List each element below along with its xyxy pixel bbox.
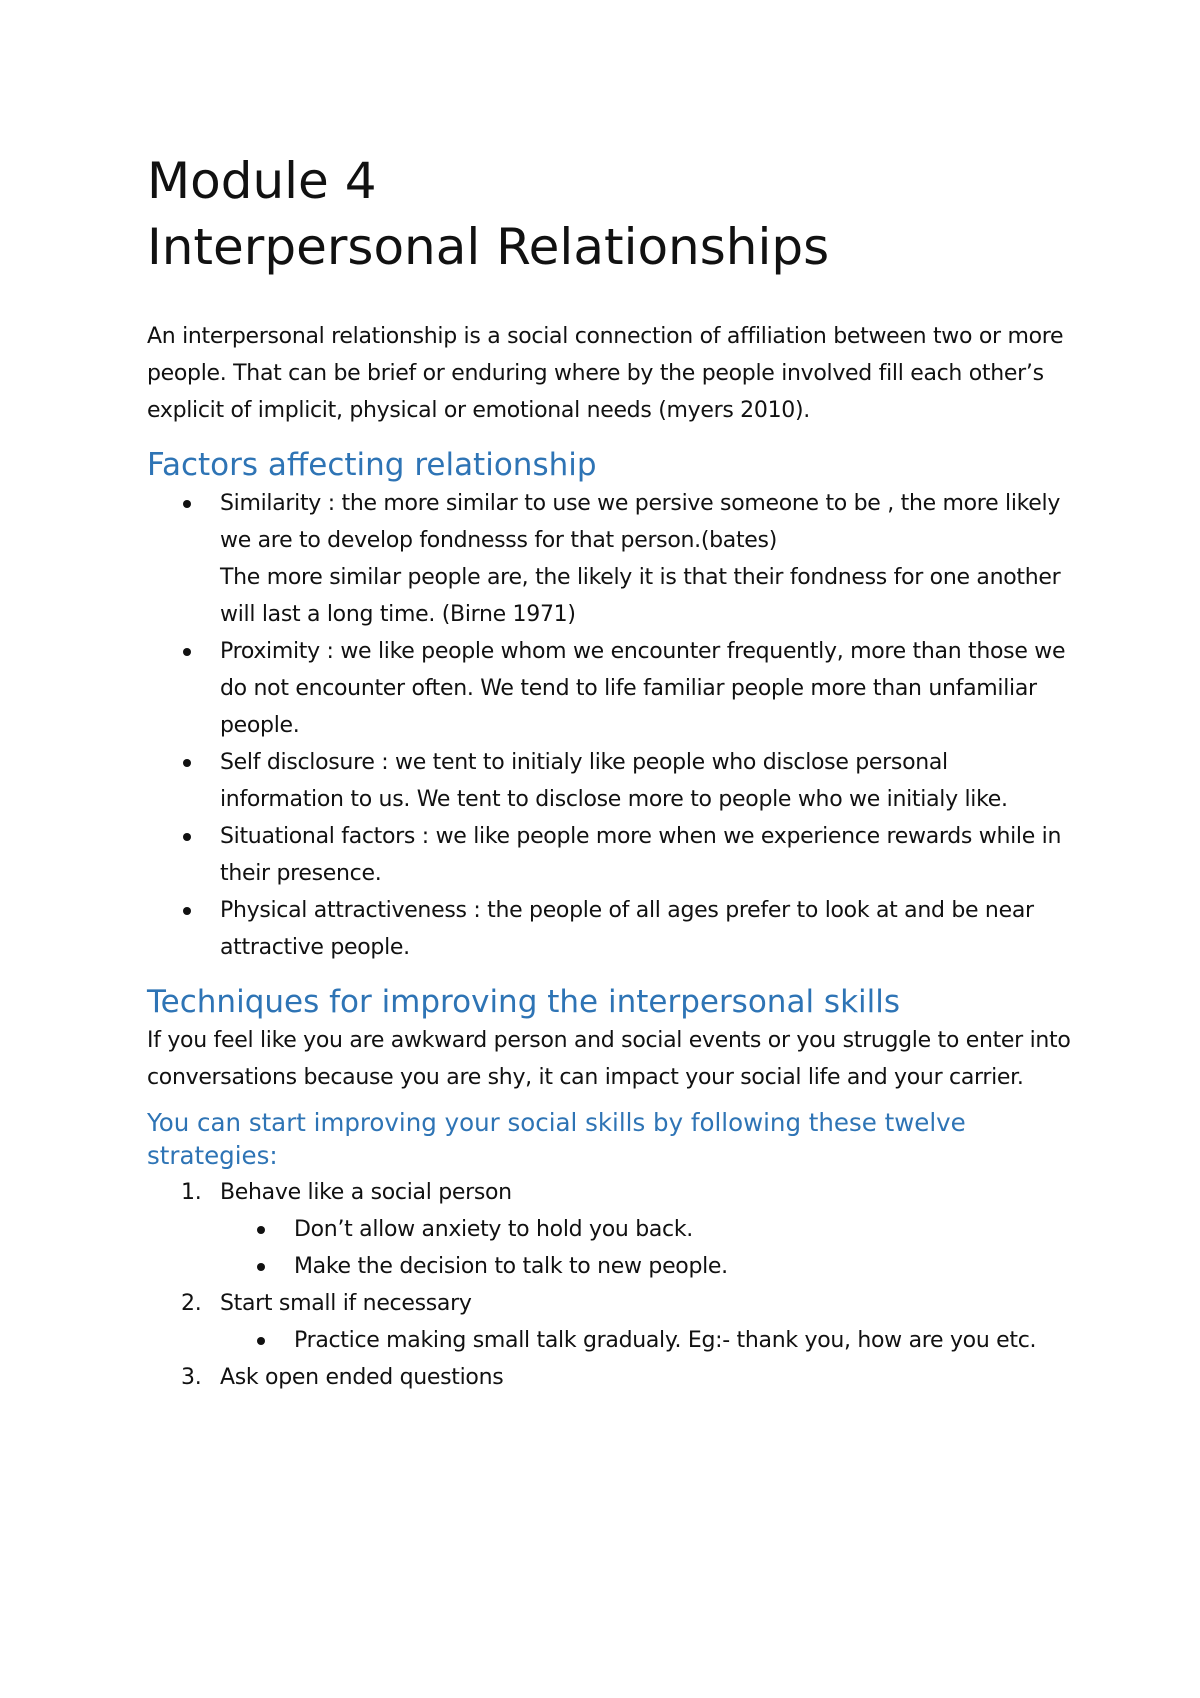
document-content: [147, 148, 1077, 1396]
title-line-module: Module 4: [147, 152, 377, 210]
intro-paragraph: An interpersonal relationship is a social connection of affiliation between two or more people. That can be brief or enduring where by the people involved fill each other’s explicit of implicit, physical or emotional needs (myers 2010).: [147, 324, 1064, 423]
list-item: [147, 1285, 1077, 1359]
sub-item-text: Don’t allow anxiety to hold you back.: [294, 1217, 693, 1242]
strategies-subheading: You can start improving your social skills by following these twelve strategies:: [147, 1108, 966, 1170]
techniques-heading: Techniques for improving the interpersonal skills: [147, 984, 901, 1020]
sub-item-text: Make the decision to talk to new people.: [294, 1254, 728, 1279]
factor-text: Situational factors : we like people more when we experience rewards while in their presence.: [220, 824, 1062, 886]
bullet-icon: [257, 1263, 265, 1271]
list-item: [147, 1322, 1077, 1359]
list-item: [147, 633, 1077, 744]
list-item: [147, 1211, 1077, 1248]
bullet-icon: [183, 833, 191, 841]
factor-text: Similarity : the more similar to use we persive someone to be , the more likely we are to develop fondnesss for that person.(bates): [220, 491, 1061, 553]
strategy-text: Behave like a social person: [220, 1180, 512, 1205]
list-item: [147, 892, 1077, 966]
bullet-icon: [183, 907, 191, 915]
strategy-text: Start small if necessary: [220, 1291, 472, 1316]
bullet-icon: [183, 648, 191, 656]
page-title: [147, 148, 1077, 280]
bullet-icon: [183, 759, 191, 767]
list-item: [147, 485, 1077, 633]
list-item: [147, 1248, 1077, 1285]
techniques-paragraph: If you feel like you are awkward person and social events or you struggle to enter into conversations because you are shy, it can impact your social life and your carrier.: [147, 1028, 1071, 1090]
factors-heading: Factors affecting relationship: [147, 447, 597, 483]
factor-text: Physical attractiveness : the people of all ages prefer to look at and be near attractive people.: [220, 898, 1034, 960]
bullet-icon: [257, 1337, 265, 1345]
list-item: [147, 744, 1077, 818]
sub-list-wrapper: [147, 1211, 1077, 1285]
list-item: [147, 1359, 1077, 1396]
factors-list: [147, 485, 1077, 966]
list-item: [147, 818, 1077, 892]
sub-list: [147, 1322, 1077, 1359]
list-number: 3.: [181, 1365, 202, 1390]
factor-text: Proximity : we like people whom we encounter frequently, more than those we do not encounter often. We tend to life familiar people more than unfamiliar people.: [220, 639, 1066, 738]
sub-list: [147, 1211, 1077, 1285]
list-item: [147, 1174, 1077, 1285]
factor-text: Self disclosure : we tent to initialy like people who disclose personal information to us. We tent to disclose more to people who we initialy like.: [220, 750, 1008, 812]
sub-item-text: Practice making small talk gradualy. Eg:- thank you, how are you etc.: [294, 1328, 1037, 1353]
bullet-icon: [257, 1226, 265, 1234]
strategy-text: Ask open ended questions: [220, 1365, 504, 1390]
factor-extra-text: The more similar people are, the likely it is that their fondness for one another will last a long time. (Birne 1971): [220, 565, 1061, 627]
list-number: 1.: [181, 1180, 202, 1205]
list-number: 2.: [181, 1291, 202, 1316]
title-line-topic: Interpersonal Relationships: [147, 218, 830, 276]
bullet-icon: [183, 500, 191, 508]
sub-list-wrapper: [147, 1322, 1077, 1359]
strategies-list: [147, 1174, 1077, 1396]
